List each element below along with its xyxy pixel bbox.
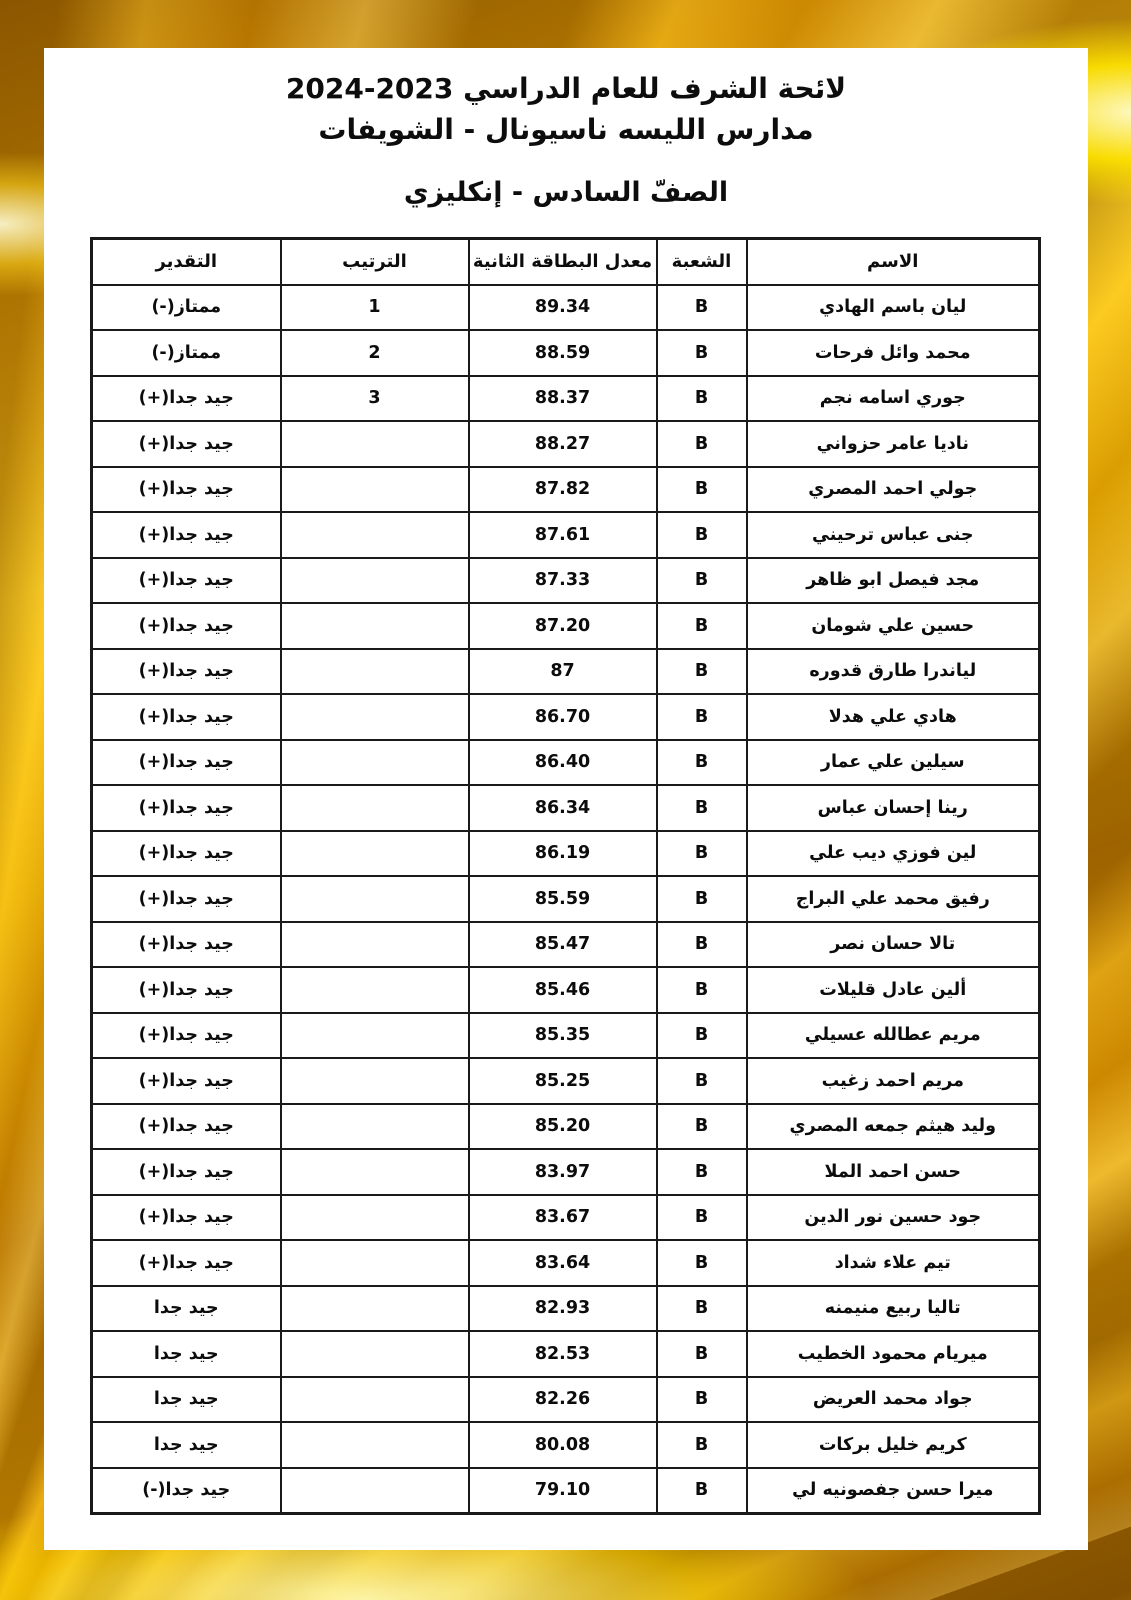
cell-average: 83.97 bbox=[469, 1149, 657, 1195]
cell-name: لياندرا طارق قدوره bbox=[747, 649, 1040, 695]
cell-section: B bbox=[657, 1468, 747, 1514]
cell-rating: جيد جدا(+) bbox=[92, 421, 281, 467]
cell-rank bbox=[281, 1331, 469, 1377]
cell-name: رفيق محمد علي البراج bbox=[747, 876, 1040, 922]
cell-rating: جيد جدا(+) bbox=[92, 512, 281, 558]
cell-average: 87 bbox=[469, 649, 657, 695]
cell-rank bbox=[281, 831, 469, 877]
cell-section: B bbox=[657, 512, 747, 558]
table-row bbox=[92, 876, 1040, 922]
class-subtitle: الصفّ السادس - إنكليزي bbox=[403, 176, 729, 208]
cell-rank bbox=[281, 1104, 469, 1150]
cell-average: 83.64 bbox=[469, 1240, 657, 1286]
cell-average: 85.35 bbox=[469, 1013, 657, 1059]
cell-average: 85.20 bbox=[469, 1104, 657, 1150]
cell-rank bbox=[281, 740, 469, 786]
cell-section: B bbox=[657, 967, 747, 1013]
table-row bbox=[92, 694, 1040, 740]
cell-name: ليان باسم الهادي bbox=[747, 285, 1040, 331]
cell-name: ألين عادل قليلات bbox=[747, 967, 1040, 1013]
cell-name: جواد محمد العريض bbox=[747, 1377, 1040, 1423]
header-name: الاسم bbox=[747, 239, 1040, 285]
cell-average: 89.34 bbox=[469, 285, 657, 331]
cell-rank bbox=[281, 1468, 469, 1514]
cell-rank bbox=[281, 785, 469, 831]
cell-rank bbox=[281, 922, 469, 968]
cell-name: ناديا عامر حزواني bbox=[747, 421, 1040, 467]
table-row bbox=[92, 967, 1040, 1013]
table-row bbox=[92, 1013, 1040, 1059]
cell-name: جوري اسامه نجم bbox=[747, 376, 1040, 422]
cell-rating: جيد جدا(+) bbox=[92, 1240, 281, 1286]
table-row bbox=[92, 1422, 1040, 1468]
cell-average: 87.20 bbox=[469, 603, 657, 649]
header-rank: الترتيب bbox=[281, 239, 469, 285]
cell-rank bbox=[281, 1058, 469, 1104]
cell-average: 86.19 bbox=[469, 831, 657, 877]
table-row bbox=[92, 1377, 1040, 1423]
cell-average: 82.93 bbox=[469, 1286, 657, 1332]
cell-rating: جيد جدا(+) bbox=[92, 694, 281, 740]
cell-section: B bbox=[657, 285, 747, 331]
cell-name: هادي علي هدلا bbox=[747, 694, 1040, 740]
cell-name: تاليا ربيع منيمنه bbox=[747, 1286, 1040, 1332]
cell-rating: جيد جدا bbox=[92, 1331, 281, 1377]
table-row bbox=[92, 421, 1040, 467]
header-section: الشعبة bbox=[657, 239, 747, 285]
table-row bbox=[92, 376, 1040, 422]
cell-average: 85.25 bbox=[469, 1058, 657, 1104]
cell-section: B bbox=[657, 1286, 747, 1332]
cell-rating: جيد جدا bbox=[92, 1422, 281, 1468]
cell-average: 82.26 bbox=[469, 1377, 657, 1423]
cell-rank: 2 bbox=[281, 330, 469, 376]
table-row bbox=[92, 285, 1040, 331]
cell-rank: 1 bbox=[281, 285, 469, 331]
cell-rank bbox=[281, 421, 469, 467]
table-row bbox=[92, 1240, 1040, 1286]
cell-average: 79.10 bbox=[469, 1468, 657, 1514]
cell-average: 86.34 bbox=[469, 785, 657, 831]
cell-rating: جيد جدا(+) bbox=[92, 1058, 281, 1104]
cell-average: 86.70 bbox=[469, 694, 657, 740]
cell-average: 85.47 bbox=[469, 922, 657, 968]
cell-section: B bbox=[657, 1149, 747, 1195]
cell-rank bbox=[281, 876, 469, 922]
cell-rating: جيد جدا(+) bbox=[92, 1013, 281, 1059]
cell-rank: 3 bbox=[281, 376, 469, 422]
table-row bbox=[92, 512, 1040, 558]
cell-rating: جيد جدا(+) bbox=[92, 785, 281, 831]
cell-rating: ممتاز(-) bbox=[92, 285, 281, 331]
cell-section: B bbox=[657, 330, 747, 376]
table-row bbox=[92, 467, 1040, 513]
table-header-row bbox=[92, 239, 1040, 285]
cell-name: لين فوزي ديب علي bbox=[747, 831, 1040, 877]
cell-section: B bbox=[657, 1195, 747, 1241]
cell-section: B bbox=[657, 467, 747, 513]
table-row bbox=[92, 740, 1040, 786]
honor-roll-table bbox=[90, 237, 1041, 1515]
table-row bbox=[92, 558, 1040, 604]
cell-name: جود حسين نور الدين bbox=[747, 1195, 1040, 1241]
page-title bbox=[44, 48, 1088, 151]
table-row bbox=[92, 1286, 1040, 1332]
cell-name: سيلين علي عمار bbox=[747, 740, 1040, 786]
table-row bbox=[92, 603, 1040, 649]
cell-name: مريم عطالله عسيلي bbox=[747, 1013, 1040, 1059]
cell-rating: جيد جدا(+) bbox=[92, 876, 281, 922]
cell-section: B bbox=[657, 1013, 747, 1059]
cell-rating: جيد جدا(+) bbox=[92, 649, 281, 695]
cell-rating: جيد جدا(+) bbox=[92, 467, 281, 513]
cell-average: 83.67 bbox=[469, 1195, 657, 1241]
cell-rank bbox=[281, 694, 469, 740]
cell-rank bbox=[281, 967, 469, 1013]
cell-name: مجد فيصل ابو ظاهر bbox=[747, 558, 1040, 604]
cell-rating: جيد جدا bbox=[92, 1286, 281, 1332]
table-row bbox=[92, 1104, 1040, 1150]
honor-roll-table-wrap bbox=[93, 237, 1041, 1515]
cell-name: وليد هيثم جمعه المصري bbox=[747, 1104, 1040, 1150]
cell-section: B bbox=[657, 740, 747, 786]
cell-average: 87.33 bbox=[469, 558, 657, 604]
table-row bbox=[92, 922, 1040, 968]
cell-section: B bbox=[657, 1331, 747, 1377]
cell-rank bbox=[281, 1013, 469, 1059]
cell-rank bbox=[281, 512, 469, 558]
cell-name: تيم علاء شداد bbox=[747, 1240, 1040, 1286]
cell-rank bbox=[281, 1286, 469, 1332]
cell-section: B bbox=[657, 694, 747, 740]
cell-rating: جيد جدا(+) bbox=[92, 740, 281, 786]
cell-average: 88.37 bbox=[469, 376, 657, 422]
cell-rating: جيد جدا(+) bbox=[92, 1149, 281, 1195]
header-average: معدل البطاقة الثانية bbox=[469, 239, 657, 285]
cell-name: حسن احمد الملا bbox=[747, 1149, 1040, 1195]
cell-average: 85.46 bbox=[469, 967, 657, 1013]
cell-section: B bbox=[657, 1240, 747, 1286]
cell-section: B bbox=[657, 558, 747, 604]
cell-section: B bbox=[657, 1104, 747, 1150]
cell-name: ميرا حسن جفصونيه لي bbox=[747, 1468, 1040, 1514]
cell-section: B bbox=[657, 785, 747, 831]
cell-average: 88.27 bbox=[469, 421, 657, 467]
table-row bbox=[92, 1149, 1040, 1195]
cell-section: B bbox=[657, 1377, 747, 1423]
cell-name: رينا إحسان عباس bbox=[747, 785, 1040, 831]
cell-name: جنى عباس ترحيني bbox=[747, 512, 1040, 558]
cell-rank bbox=[281, 649, 469, 695]
cell-rating: جيد جدا(+) bbox=[92, 831, 281, 877]
cell-rating: جيد جدا(+) bbox=[92, 1104, 281, 1150]
table-row bbox=[92, 1468, 1040, 1514]
cell-rating: جيد جدا(+) bbox=[92, 1195, 281, 1241]
cell-section: B bbox=[657, 1058, 747, 1104]
results-table-body bbox=[92, 285, 1040, 1514]
cell-section: B bbox=[657, 421, 747, 467]
cell-rank bbox=[281, 1422, 469, 1468]
cell-section: B bbox=[657, 376, 747, 422]
cell-rating: ممتاز(-) bbox=[92, 330, 281, 376]
cell-average: 86.40 bbox=[469, 740, 657, 786]
cell-rank bbox=[281, 603, 469, 649]
cell-section: B bbox=[657, 1422, 747, 1468]
cell-rank bbox=[281, 1195, 469, 1241]
table-row bbox=[92, 649, 1040, 695]
cell-average: 87.82 bbox=[469, 467, 657, 513]
cell-rank bbox=[281, 1149, 469, 1195]
cell-average: 85.59 bbox=[469, 876, 657, 922]
cell-name: محمد وائل فرحات bbox=[747, 330, 1040, 376]
cell-section: B bbox=[657, 649, 747, 695]
cell-name: ميريام محمود الخطيب bbox=[747, 1331, 1040, 1377]
cell-name: تالا حسان نصر bbox=[747, 922, 1040, 968]
cell-section: B bbox=[657, 876, 747, 922]
cell-rank bbox=[281, 558, 469, 604]
table-row bbox=[92, 1058, 1040, 1104]
cell-rank bbox=[281, 1377, 469, 1423]
cell-rank bbox=[281, 467, 469, 513]
cell-name: حسين علي شومان bbox=[747, 603, 1040, 649]
cell-average: 87.61 bbox=[469, 512, 657, 558]
table-row bbox=[92, 785, 1040, 831]
title-line-2: مدارس الليسه ناسيونال - الشويفات bbox=[318, 113, 814, 147]
cell-average: 80.08 bbox=[469, 1422, 657, 1468]
table-row bbox=[92, 1331, 1040, 1377]
cell-rating: جيد جدا(+) bbox=[92, 603, 281, 649]
table-row bbox=[92, 831, 1040, 877]
cell-rating: جيد جدا bbox=[92, 1377, 281, 1423]
cell-name: كريم خليل بركات bbox=[747, 1422, 1040, 1468]
cell-average: 82.53 bbox=[469, 1331, 657, 1377]
table-row bbox=[92, 1195, 1040, 1241]
cell-rating: جيد جدا(+) bbox=[92, 967, 281, 1013]
cell-section: B bbox=[657, 831, 747, 877]
cell-rating: جيد جدا(+) bbox=[92, 376, 281, 422]
cell-rating: جيد جدا(-) bbox=[92, 1468, 281, 1514]
cell-average: 88.59 bbox=[469, 330, 657, 376]
cell-section: B bbox=[657, 603, 747, 649]
cell-name: مريم احمد زغيب bbox=[747, 1058, 1040, 1104]
cell-rating: جيد جدا(+) bbox=[92, 558, 281, 604]
cell-name: جولي احمد المصري bbox=[747, 467, 1040, 513]
cell-rating: جيد جدا(+) bbox=[92, 922, 281, 968]
table-row bbox=[92, 330, 1040, 376]
header-rating: التقدير bbox=[92, 239, 281, 285]
cell-section: B bbox=[657, 922, 747, 968]
title-line-1: لائحة الشرف للعام الدراسي 2023-2024 bbox=[285, 72, 847, 105]
cell-rank bbox=[281, 1240, 469, 1286]
document-card bbox=[44, 48, 1088, 1550]
